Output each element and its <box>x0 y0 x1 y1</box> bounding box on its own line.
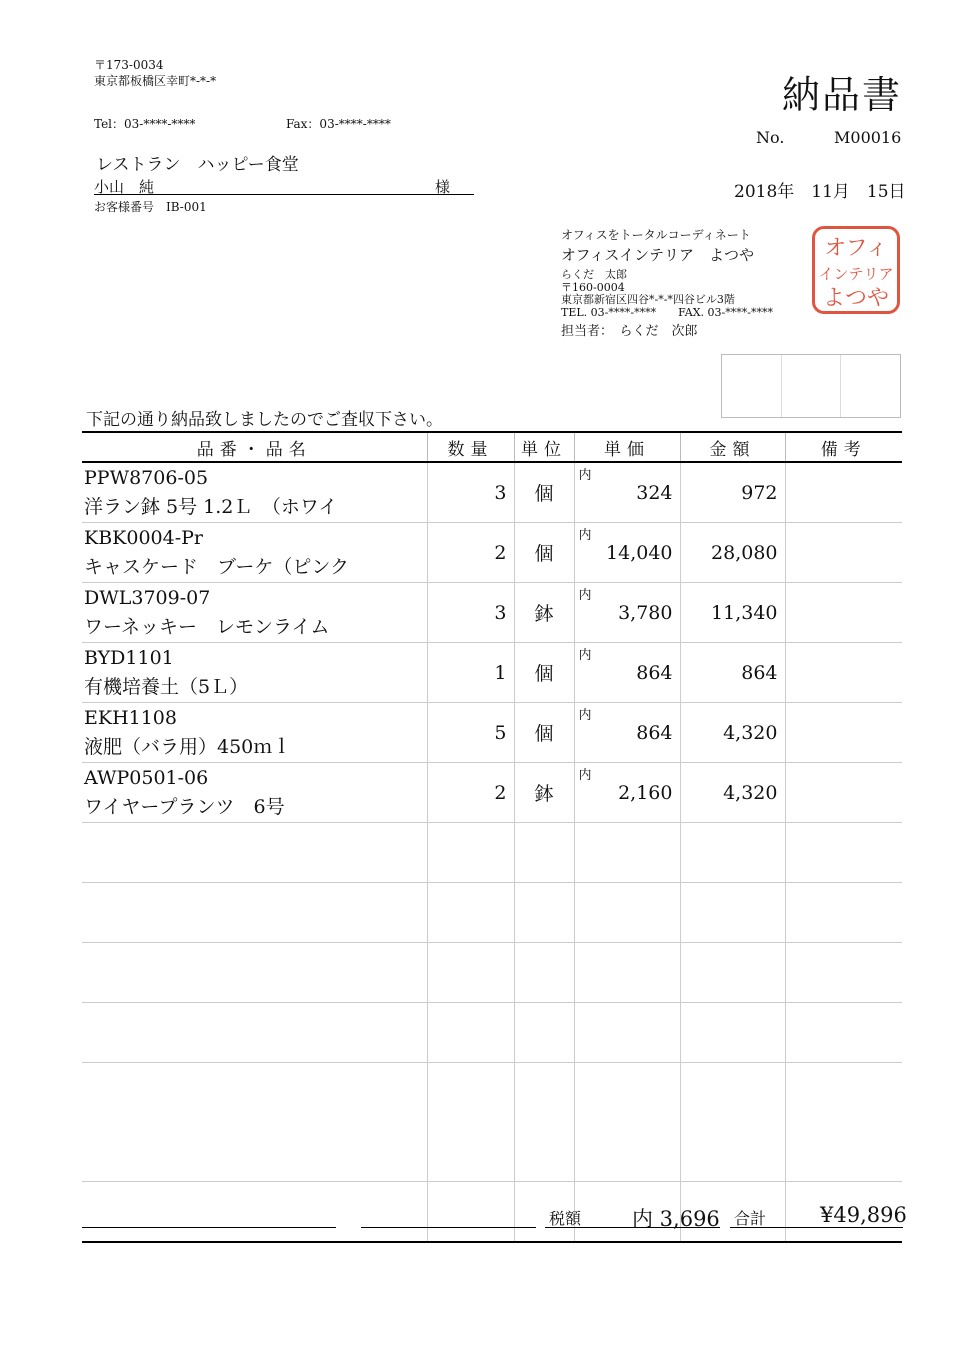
item-cell <box>82 523 427 583</box>
company-seal-stamp <box>812 226 900 314</box>
note-cell <box>785 763 902 823</box>
price-cell <box>574 523 680 583</box>
amount-cell: 972 <box>680 462 785 523</box>
unit-price: 3,780 <box>618 601 673 624</box>
price-cell <box>574 703 680 763</box>
tax-included-mark: 内 <box>578 768 592 783</box>
price-cell <box>574 1003 680 1063</box>
note-cell <box>785 1063 902 1182</box>
sender-address: 東京都新宿区四谷*-*-*四谷ビル3階 <box>561 293 735 306</box>
document-no-value: M00016 <box>834 128 902 147</box>
document-date: 2018年 11月 15日 <box>734 182 906 202</box>
qty-cell <box>427 1003 514 1063</box>
qty-cell <box>427 823 514 883</box>
unit-cell: 鉢 <box>514 583 574 643</box>
amount-cell <box>680 883 785 943</box>
note-cell <box>785 583 902 643</box>
amount-cell: 11,340 <box>680 583 785 643</box>
item-cell <box>82 462 427 523</box>
qty-cell <box>427 943 514 1003</box>
header-unit: 単位 <box>514 432 574 462</box>
table-row <box>82 943 902 1003</box>
item-name: 洋ラン鉢 5号 1.2Ｌ （ホワイ <box>84 495 338 518</box>
tax-included-mark: 内 <box>578 588 592 603</box>
unit-cell <box>514 1003 574 1063</box>
item-cell <box>82 883 427 943</box>
unit-price: 864 <box>636 661 673 684</box>
qty-cell: 5 <box>427 703 514 763</box>
table-body <box>82 462 902 1242</box>
signature-line <box>361 1227 536 1228</box>
price-cell <box>574 823 680 883</box>
price-cell <box>574 643 680 703</box>
item-code: DWL3709-07 <box>84 586 211 609</box>
header-item: 品番・品名 <box>82 432 427 462</box>
document-no-label: No. <box>756 128 785 147</box>
unit-price: 864 <box>636 721 673 744</box>
note-cell <box>785 462 902 523</box>
document-title: 納品書 <box>781 73 902 117</box>
item-cell <box>82 763 427 823</box>
approval-box <box>722 355 782 417</box>
approval-boxes <box>721 354 901 418</box>
seal-line-2: インテリア <box>818 265 894 283</box>
unit-cell <box>514 1063 574 1182</box>
table-row <box>82 523 902 583</box>
note-cell <box>785 703 902 763</box>
note-cell <box>785 523 902 583</box>
table-row <box>82 643 902 703</box>
price-cell <box>574 583 680 643</box>
qty-cell: 2 <box>427 763 514 823</box>
unit-cell: 個 <box>514 703 574 763</box>
item-code: BYD1101 <box>84 646 174 669</box>
table-row <box>82 1182 902 1243</box>
unit-price: 324 <box>636 481 673 504</box>
item-cell <box>82 1063 427 1182</box>
table-row <box>82 703 902 763</box>
item-code: EKH1108 <box>84 706 177 729</box>
amount-cell <box>680 943 785 1003</box>
item-code: AWP0501-06 <box>84 766 209 789</box>
table-row <box>82 763 902 823</box>
tax-included-mark: 内 <box>578 468 592 483</box>
header-note: 備考 <box>785 432 902 462</box>
qty-cell: 3 <box>427 583 514 643</box>
sender-block <box>561 226 773 319</box>
total-label: 合計 <box>734 1209 767 1228</box>
sender-postal: 〒160-0004 <box>561 280 625 294</box>
price-cell <box>574 763 680 823</box>
table-row <box>82 883 902 943</box>
signature-line <box>82 1227 336 1228</box>
sender-name: オフィスインテリア よつや <box>561 246 755 264</box>
seal-line-3: よつや <box>822 286 890 311</box>
table-header-row <box>82 432 902 462</box>
amount-cell <box>680 1063 785 1182</box>
seal-line-1: オフィ <box>824 236 888 261</box>
staff-in-charge: 担当者： らくだ 次郎 <box>561 324 698 339</box>
note-cell <box>785 943 902 1003</box>
note-cell <box>785 643 902 703</box>
amount-cell: 864 <box>680 643 785 703</box>
seal-icon <box>815 229 897 311</box>
note-cell <box>785 1003 902 1063</box>
table-row <box>82 583 902 643</box>
sender-telfax: TEL. 03-****-**** FAX. 03-****-**** <box>561 305 773 319</box>
sender-catchphrase: オフィスをトータルコーディネート <box>561 228 751 242</box>
unit-cell: 鉢 <box>514 763 574 823</box>
unit-cell <box>514 823 574 883</box>
recipient-fax: Fax：03-****-**** <box>286 117 391 131</box>
item-code: KBK0004-Pr <box>84 526 203 549</box>
recipient-person: 小山 純 <box>94 178 155 196</box>
price-cell <box>574 1063 680 1182</box>
note-cell <box>785 823 902 883</box>
amount-cell <box>680 1003 785 1063</box>
tax-label: 税額 <box>549 1209 582 1228</box>
item-cell <box>82 943 427 1003</box>
unit-cell: 個 <box>514 523 574 583</box>
sender-rep: らくだ 太郎 <box>561 268 627 281</box>
price-cell <box>574 883 680 943</box>
item-cell <box>82 1003 427 1063</box>
qty-cell <box>427 883 514 943</box>
unit-cell <box>514 943 574 1003</box>
qty-cell: 2 <box>427 523 514 583</box>
recipient-person-row <box>94 176 474 195</box>
amount-cell: 4,320 <box>680 703 785 763</box>
header-amount: 金額 <box>680 432 785 462</box>
header-price: 単価 <box>574 432 680 462</box>
amount-cell: 4,320 <box>680 763 785 823</box>
amount-cell: 28,080 <box>680 523 785 583</box>
item-cell <box>82 643 427 703</box>
recipient-company: レストラン ハッピー食堂 <box>96 155 299 175</box>
item-cell <box>82 703 427 763</box>
recipient-postal: 〒173-0034 <box>94 58 164 72</box>
tax-included-mark: 内 <box>578 648 592 663</box>
item-name: 液肥（バラ用）450ｍｌ <box>84 735 292 758</box>
price-cell <box>574 943 680 1003</box>
item-cell <box>82 823 427 883</box>
qty-cell: 1 <box>427 643 514 703</box>
unit-price: 14,040 <box>606 541 673 564</box>
approval-box <box>782 355 842 417</box>
delivery-message: 下記の通り納品致しましたのでご査収下さい。 <box>86 410 443 430</box>
unit-cell: 個 <box>514 462 574 523</box>
unit-price: 2,160 <box>618 781 673 804</box>
customer-number: お客様番号 IB-001 <box>94 200 207 214</box>
amount-cell <box>680 823 785 883</box>
recipient-address: 東京都板橋区幸町*-*-* <box>94 74 217 88</box>
unit-cell: 個 <box>514 643 574 703</box>
qty-cell: 3 <box>427 462 514 523</box>
tax-included-mark: 内 <box>578 708 592 723</box>
item-cell <box>82 583 427 643</box>
table-row <box>82 823 902 883</box>
item-name: ワイヤープランツ 6号 <box>84 795 285 818</box>
table-row <box>82 1063 902 1182</box>
recipient-tel: Tel：03-****-**** <box>94 117 196 131</box>
unit-cell <box>514 883 574 943</box>
qty-cell <box>427 1182 514 1243</box>
item-name: キャスケード ブーケ（ピンク <box>84 555 350 578</box>
table-row <box>82 462 902 523</box>
item-name: ワーネッキー レモンライム <box>84 615 330 638</box>
total-value: ¥49,896 <box>820 1203 907 1227</box>
tax-included-mark: 内 <box>578 528 592 543</box>
table-row <box>82 1003 902 1063</box>
item-cell <box>82 1182 427 1243</box>
price-cell <box>574 462 680 523</box>
recipient-honorific: 様 <box>435 178 451 196</box>
item-code: PPW8706-05 <box>84 466 209 489</box>
approval-box <box>841 355 900 417</box>
qty-cell <box>427 1063 514 1182</box>
item-name: 有機培養土（5Ｌ） <box>84 675 249 698</box>
tax-value: 内 3,696 <box>632 1207 720 1231</box>
note-cell <box>785 883 902 943</box>
header-qty: 数量 <box>427 432 514 462</box>
items-table <box>82 431 902 1243</box>
